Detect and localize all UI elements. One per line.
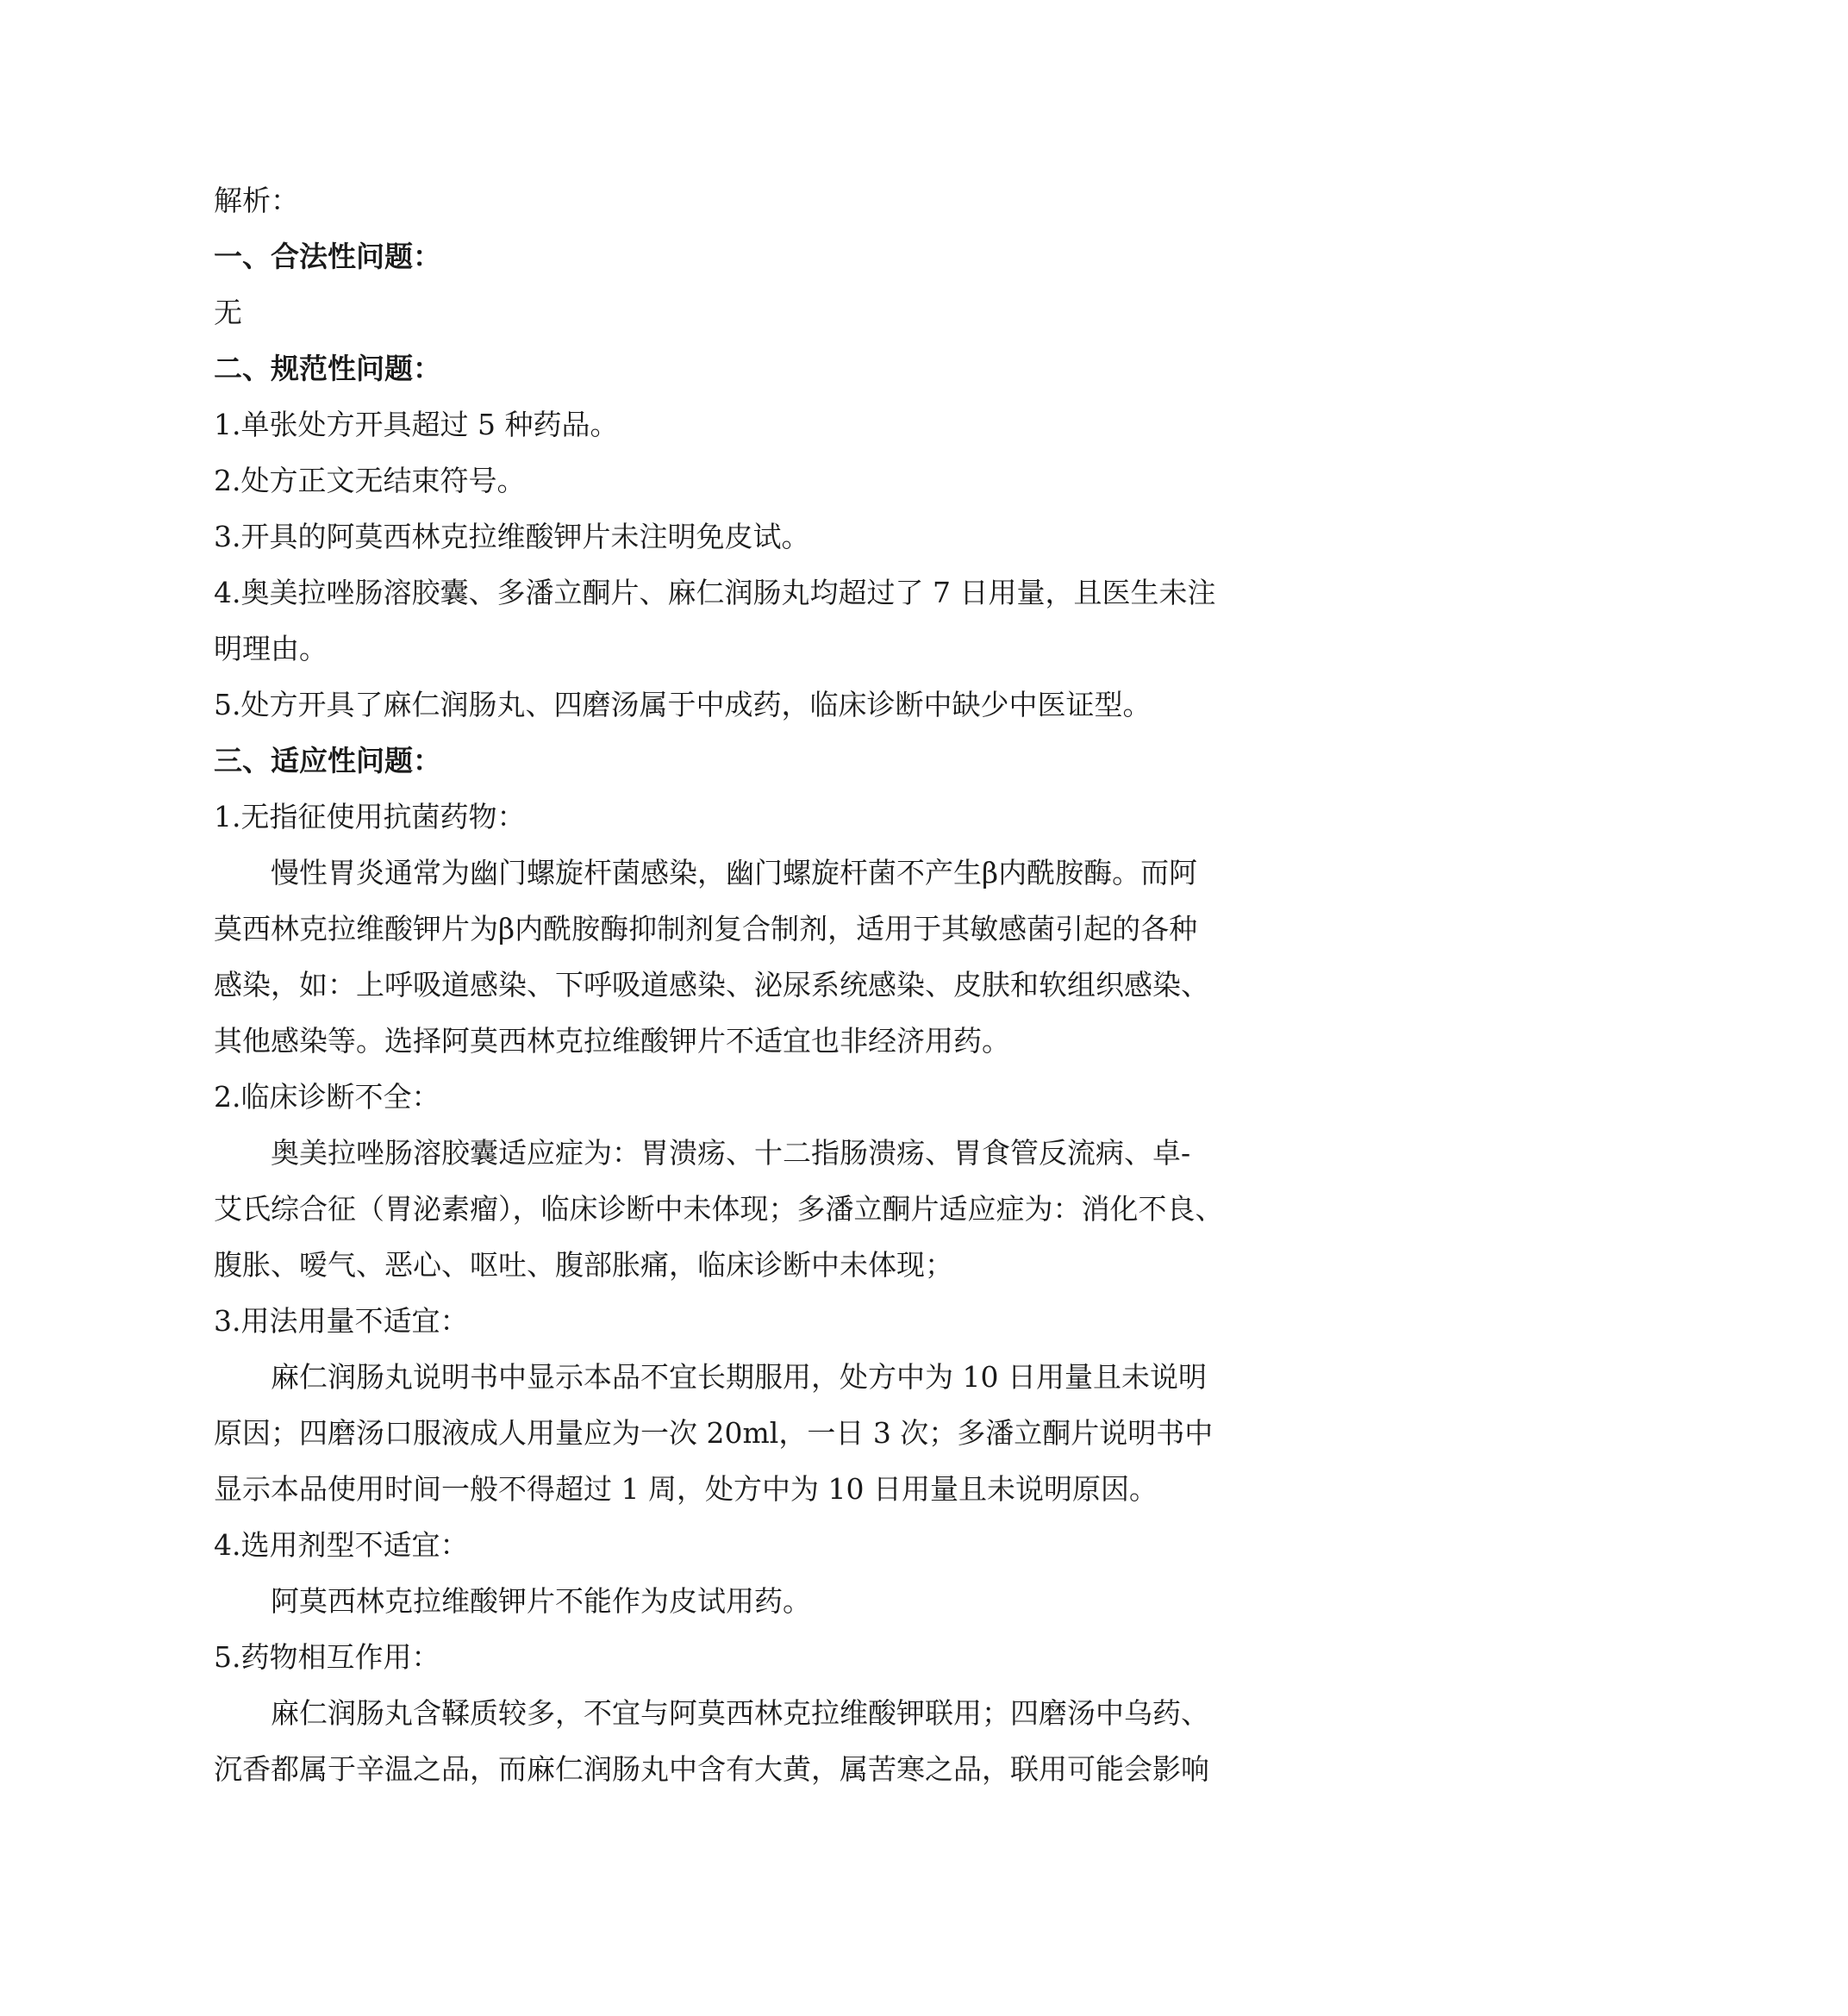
- subsection-label: 3.用法用量不适宜：: [214, 1304, 469, 1338]
- paragraph-line: 莫西林克拉维酸钾片为β内酰胺酶抑制剂复合制剂，适用于其敏感菌引起的各种: [214, 912, 1198, 946]
- section-item: 4.奥美拉唑肠溶胶囊、多潘立酮片、麻仁润肠丸均超过了 7 日用量，且医生未注: [214, 576, 1216, 609]
- subsection-label: 5.药物相互作用：: [214, 1640, 440, 1674]
- paragraph-line: 腹胀、嗳气、恶心、呕吐、腹部胀痛，临床诊断中未体现；: [214, 1248, 953, 1282]
- subsection-paragraph: [214, 1349, 1214, 1517]
- section-heading-standardization: 二、规范性问题：: [214, 352, 441, 385]
- paragraph-line: 奥美拉唑肠溶胶囊适应症为：胃溃疡、十二指肠溃疡、胃食管反流病、卓-: [271, 1136, 1191, 1170]
- section-item: 明理由。: [214, 632, 328, 665]
- paragraph-line: 麻仁润肠丸含鞣质较多，不宜与阿莫西林克拉维酸钾联用；四磨汤中乌药、: [271, 1696, 1209, 1730]
- section-item: 2.处方正文无结束符号。: [214, 464, 526, 497]
- subsection-paragraph: [214, 1125, 1224, 1293]
- intro-label: 解析：: [214, 184, 299, 217]
- paragraph-line: 显示本品使用时间一般不得超过 1 周，处方中为 10 日用量且未说明原因。: [214, 1472, 1158, 1506]
- paragraph-line: 慢性胃炎通常为幽门螺旋杆菌感染，幽门螺旋杆菌不产生β内酰胺酶。而阿: [271, 856, 1198, 889]
- subsection-label: 1.无指征使用抗菌药物：: [214, 800, 526, 833]
- document-page: [214, 172, 1224, 1797]
- subsection-paragraph: [214, 845, 1209, 1069]
- paragraph-line: 感染，如：上呼吸道感染、下呼吸道感染、泌尿系统感染、皮肤和软组织感染、: [214, 968, 1209, 1002]
- paragraph-line: 原因；四磨汤口服液成人用量应为一次 20ml，一日 3 次；多潘立酮片说明书中: [214, 1416, 1214, 1450]
- subsection-label: 4.选用剂型不适宜：: [214, 1528, 469, 1562]
- paragraph-line: 其他感染等。选择阿莫西林克拉维酸钾片不适宜也非经济用药。: [214, 1024, 1010, 1058]
- paragraph-line: 麻仁润肠丸说明书中显示本品不宜长期服用，处方中为 10 日用量且未说明: [271, 1360, 1207, 1394]
- subsection-paragraph: [214, 1685, 1209, 1797]
- subsection-paragraph: [214, 1573, 1205, 1629]
- section-item: 无: [214, 296, 242, 329]
- section-item: 3.开具的阿莫西林克拉维酸钾片未注明免皮试。: [214, 520, 810, 553]
- subsection-label: 2.临床诊断不全：: [214, 1080, 440, 1114]
- paragraph-line: 阿莫西林克拉维酸钾片不能作为皮试用药。: [271, 1584, 811, 1618]
- section-heading-legality: 一、合法性问题：: [214, 240, 441, 273]
- section-item: 5.处方开具了麻仁润肠丸、四磨汤属于中成药，临床诊断中缺少中医证型。: [214, 688, 1152, 721]
- paragraph-line: 沉香都属于辛温之品，而麻仁润肠丸中含有大黄，属苦寒之品，联用可能会影响: [214, 1752, 1209, 1786]
- section-item: 1.单张处方开具超过 5 种药品。: [214, 408, 619, 441]
- paragraph-line: 艾氏综合征（胃泌素瘤），临床诊断中未体现；多潘立酮片适应症为：消化不良、: [214, 1192, 1224, 1226]
- section-heading-appropriateness: 三、适应性问题：: [214, 744, 441, 777]
